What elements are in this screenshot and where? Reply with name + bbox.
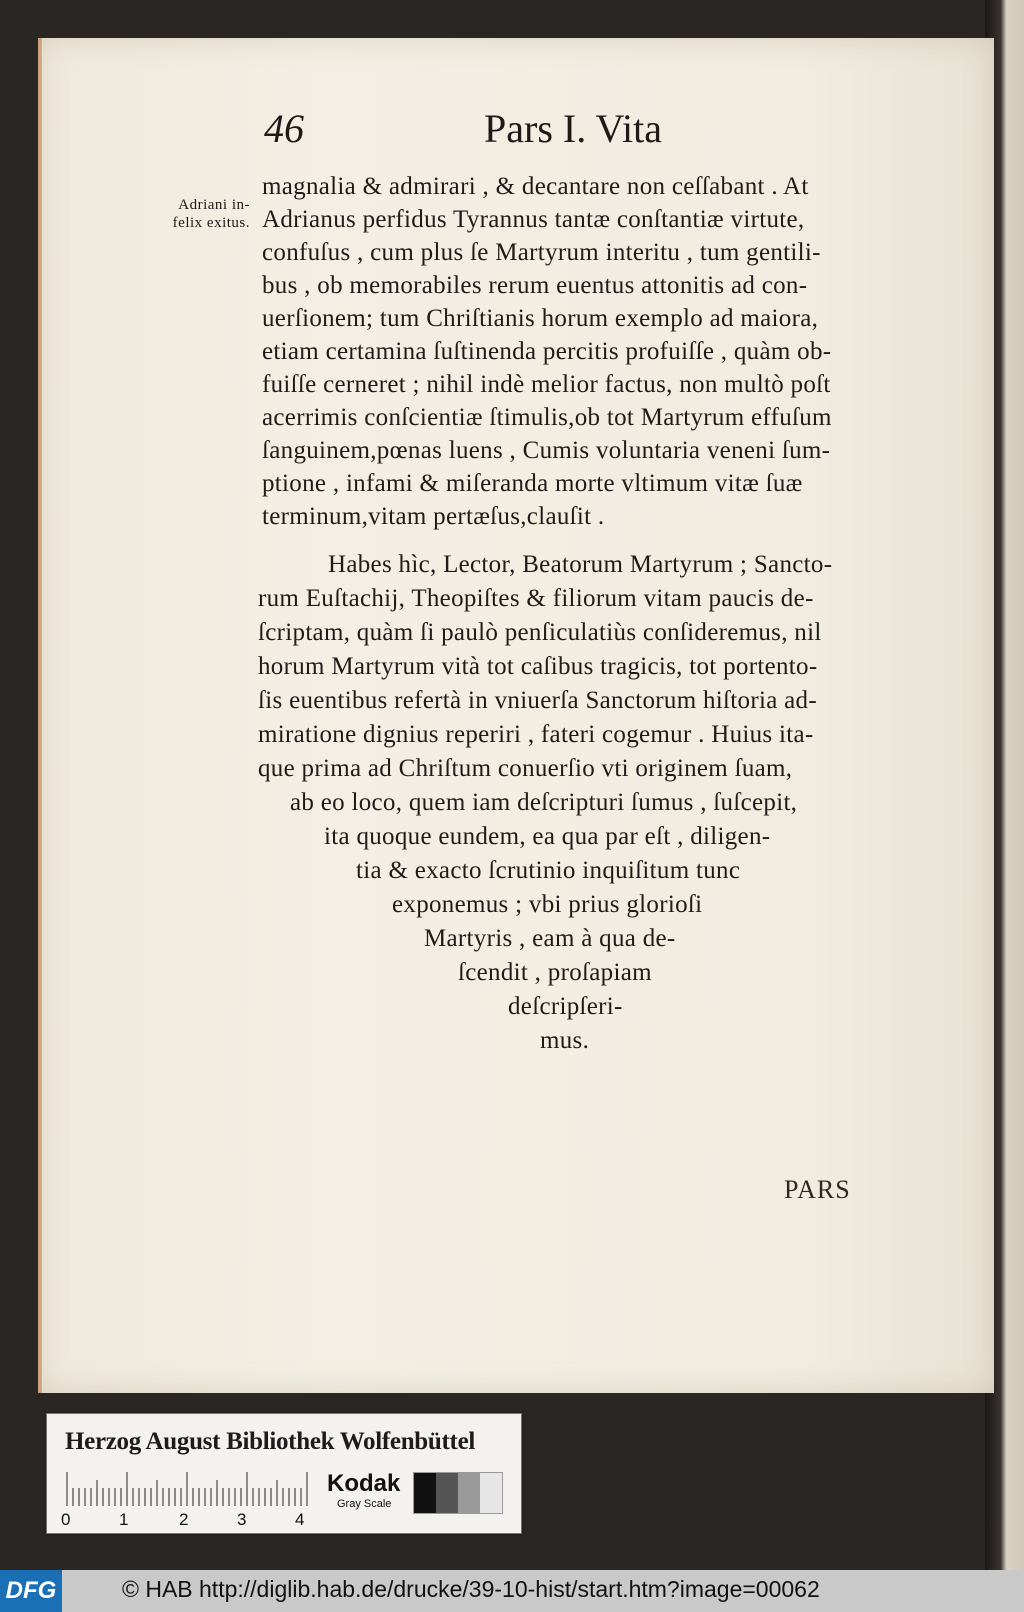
text-line: etiam certamina ſuſtinenda percitis profuiſſe , quàm ob- (262, 338, 832, 365)
ruler-number: 3 (237, 1510, 247, 1529)
text-line: tia & exacto ſcrutinio inquiſitum tunc (356, 857, 741, 884)
text-line: ſcriptam, quàm ſi paulò penſiculatiùs conſideremus, nil (258, 619, 822, 646)
text-line: acerrimis conſcientiæ ſtimulis,ob tot Martyrum effuſum (262, 404, 832, 431)
gray-swatch (480, 1473, 502, 1513)
margin-note-line: felix exitus. (172, 215, 250, 231)
ruler (65, 1472, 311, 1506)
text-line: miratione dignius reperiri , fateri cogemur . Huius ita- (258, 721, 814, 748)
text-line: deſcripſeri- (508, 993, 623, 1020)
ruler-number: 0 (61, 1510, 71, 1529)
page-edge (38, 38, 42, 1393)
kodak-logo: Kodak (327, 1470, 401, 1497)
gray-swatch (436, 1473, 458, 1513)
text-line: ita quoque eundem, ea qua par eſt , diligen- (324, 823, 771, 850)
ruler-number: 4 (295, 1510, 305, 1529)
margin-note-line: Adriani in- (178, 197, 250, 213)
text-line: rum Euſtachij, Theopiſtes & filiorum vitam paucis de- (258, 585, 814, 612)
gray-swatch (458, 1473, 480, 1513)
page-number: 46 (264, 106, 304, 151)
running-head: Pars I. Vita (484, 106, 662, 151)
dfg-logo: DFG (0, 1570, 62, 1612)
text-line: Martyris , eam à qua de- (424, 925, 676, 952)
text-line: Adrianus perfidus Tyrannus tantæ conſtantiæ virtute, (262, 206, 805, 233)
text-line: ſanguinem,pœnas luens , Cumis voluntaria veneni ſum- (262, 437, 831, 464)
gray-scale-swatches (413, 1472, 503, 1514)
text-line: exponemus ; vbi prius glorioſi (392, 891, 703, 918)
library-name: Herzog August Bibliothek Wolfenbüttel (65, 1428, 476, 1455)
gray-swatch (414, 1473, 436, 1513)
text-line: ſcendit , proſapiam (458, 959, 652, 986)
text-line: horum Martyrum vità tot caſibus tragicis, tot portento- (258, 653, 818, 680)
catchword: PARS (784, 1175, 851, 1204)
text-line: Habes hìc, Lector, Beatorum Martyrum ; Sancto- (328, 551, 833, 578)
text-line: ptione , infami & miſeranda morte vltimum vitæ ſuæ (262, 470, 803, 497)
copyright-link[interactable]: © HAB http://diglib.hab.de/drucke/39-10-hist/start.htm?image=00062 (122, 1576, 820, 1602)
text-line: uerſionem; tum Chriſtianis horum exemplo ad maiora, (262, 305, 819, 332)
color-calibration-card (46, 1413, 522, 1534)
footer-bar (0, 1570, 1024, 1612)
text-line: ab eo loco, quem iam deſcripturi ſumus , ſuſcepit, (290, 789, 798, 816)
text-line: terminum,vitam pertæſus,clauſit . (262, 503, 605, 530)
text-line: bus , ob memorabiles rerum euentus attonitis ad con- (262, 272, 808, 299)
text-line: ſis euentibus refertà in vniuerſa Sanctorum hiſtoria ad- (258, 687, 817, 714)
ruler-numbers (61, 1510, 321, 1530)
text-line: confuſus , cum plus ſe Martyrum interitu , tum gentili- (262, 239, 821, 266)
text-line: que prima ad Chriſtum conuerſio vti originem ſuam, (258, 755, 793, 782)
text-line: fuiſſe cerneret ; nihil indè melior factus, non multò poſt (262, 371, 831, 398)
margin-note (146, 196, 250, 232)
ruler-number: 1 (119, 1510, 129, 1529)
text-line: magnalia & admirari , & decantare non ceſſabant . At (262, 173, 809, 200)
kodak-subtitle: Gray Scale (337, 1498, 392, 1510)
ruler-number: 2 (179, 1510, 189, 1529)
text-line: mus. (540, 1027, 590, 1054)
